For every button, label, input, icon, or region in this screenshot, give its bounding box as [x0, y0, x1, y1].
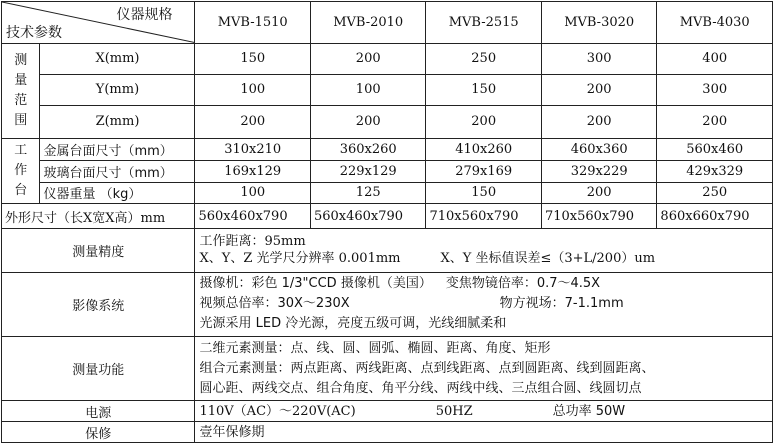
- table-cell: 150: [426, 74, 541, 105]
- row-label: 金属台面尺寸（mm）: [40, 138, 195, 160]
- zoom-spec: 变焦物镜倍率：0.7～4.5X: [445, 276, 601, 292]
- imaging-details: [195, 272, 773, 336]
- spec-table: [1, 1, 773, 443]
- range-row-z: [2, 105, 773, 138]
- range-row-x: [2, 43, 773, 74]
- functions-details: [195, 337, 773, 401]
- combined-elements: 组合元素测量：两点距离、两线距离、点到线距离、点到圆距离、线到圆距离、: [199, 360, 655, 376]
- table-cell: 560x460x790: [195, 204, 310, 229]
- total-magnification: 视频总倍率：30X～230X: [199, 296, 350, 312]
- table-cell: 300: [541, 43, 656, 74]
- worktable-row-metal: [2, 138, 773, 160]
- row-label: Z(mm): [40, 105, 195, 138]
- table-cell: 710x560x790: [541, 204, 656, 229]
- header-corner-cell: [2, 2, 195, 44]
- warranty-row: [2, 422, 773, 443]
- table-cell: 200: [541, 105, 656, 138]
- param-label: 技术参数: [6, 24, 62, 41]
- table-cell: 429x329: [657, 160, 773, 182]
- table-cell: 200: [541, 74, 656, 105]
- table-cell: 229x129: [310, 160, 425, 182]
- model-header: MVB-4030: [657, 2, 773, 44]
- power-row: [2, 401, 773, 422]
- total-power: 总功率 50W: [552, 403, 626, 419]
- worktable-row-glass: [2, 160, 773, 182]
- worktable-row-weight: [2, 182, 773, 204]
- power-details: [195, 401, 773, 422]
- table-cell: 200: [310, 105, 425, 138]
- table-cell: 200: [426, 105, 541, 138]
- header-row: [2, 2, 773, 44]
- table-cell: 250: [657, 182, 773, 204]
- table-cell: 250: [426, 43, 541, 74]
- table-cell: 860x660x790: [657, 204, 773, 229]
- row-label: 保修: [2, 422, 195, 443]
- table-cell: 100: [195, 182, 310, 204]
- measure-range-group-label: 测 量 范 围: [2, 43, 40, 138]
- range-row-y: [2, 74, 773, 105]
- 2d-elements: 二维元素测量：点、线、圆、圆弧、椭圆、距离、角度、矩形: [199, 340, 551, 356]
- table-cell: 200: [657, 105, 773, 138]
- precision-details: [195, 229, 773, 273]
- warranty-value: 壹年保修期: [195, 422, 773, 443]
- table-cell: 279x169: [426, 160, 541, 182]
- row-label: 影像系统: [2, 272, 195, 336]
- model-header: MVB-1510: [195, 2, 310, 44]
- table-cell: 460x360: [541, 138, 656, 160]
- table-cell: 100: [310, 74, 425, 105]
- table-cell: 329x229: [541, 160, 656, 182]
- table-cell: 360x260: [310, 138, 425, 160]
- table-cell: 169x129: [195, 160, 310, 182]
- scale-resolution: X、Y、Z 光学尺分辨率 0.001mm: [199, 251, 401, 267]
- table-cell: 150: [426, 182, 541, 204]
- row-label: X(mm): [40, 43, 195, 74]
- row-label: 玻璃台面尺寸（mm）: [40, 160, 195, 182]
- table-cell: 100: [195, 74, 310, 105]
- row-label: 外形尺寸（长X宽X高）mm: [2, 204, 195, 229]
- table-cell: 200: [310, 43, 425, 74]
- table-cell: 200: [541, 182, 656, 204]
- table-cell: 710x560x790: [426, 204, 541, 229]
- row-label: 仪器重量 （kg）: [40, 182, 195, 204]
- field-of-view: 物方视场：7-1.1mm: [499, 296, 624, 312]
- outer-dimensions-row: [2, 204, 773, 229]
- voltage: 110V（AC）～220V(AC): [199, 403, 356, 419]
- table-cell: 200: [195, 105, 310, 138]
- working-distance: 工作距离：95mm: [199, 234, 306, 250]
- model-header: MVB-2010: [310, 2, 425, 44]
- row-label: Y(mm): [40, 74, 195, 105]
- model-header: MVB-3020: [541, 2, 656, 44]
- row-label: 电源: [2, 401, 195, 422]
- combined-elements-cont: 圆心距、两线交点、组合角度、角平分线、两线中线、三点组合圆、线圆切点: [199, 380, 642, 396]
- imaging-row: [2, 272, 773, 336]
- light-source: 光源采用 LED 冷光源，亮度五级可调，光线细腻柔和: [199, 316, 507, 332]
- table-cell: 125: [310, 182, 425, 204]
- functions-row: [2, 337, 773, 401]
- table-cell: 150: [195, 43, 310, 74]
- model-header: MVB-2515: [426, 2, 541, 44]
- table-cell: 300: [657, 74, 773, 105]
- row-label: 测量精度: [2, 229, 195, 273]
- camera-spec: 摄像机：彩色 1/3"CCD 摄像机（美国）: [199, 276, 432, 292]
- worktable-group-label: 工 作 台: [2, 138, 40, 203]
- table-cell: 410x260: [426, 138, 541, 160]
- table-cell: 560x460: [657, 138, 773, 160]
- spec-label: 仪器规格: [116, 7, 173, 23]
- frequency: 50HZ: [435, 403, 473, 419]
- xy-error: X、Y 坐标值误差≤（3+L/200）um: [440, 251, 656, 267]
- table-cell: 310x210: [195, 138, 310, 160]
- row-label: 测量功能: [2, 337, 195, 401]
- table-cell: 560x460x790: [310, 204, 425, 229]
- table-cell: 400: [657, 43, 773, 74]
- precision-row: [2, 229, 773, 273]
